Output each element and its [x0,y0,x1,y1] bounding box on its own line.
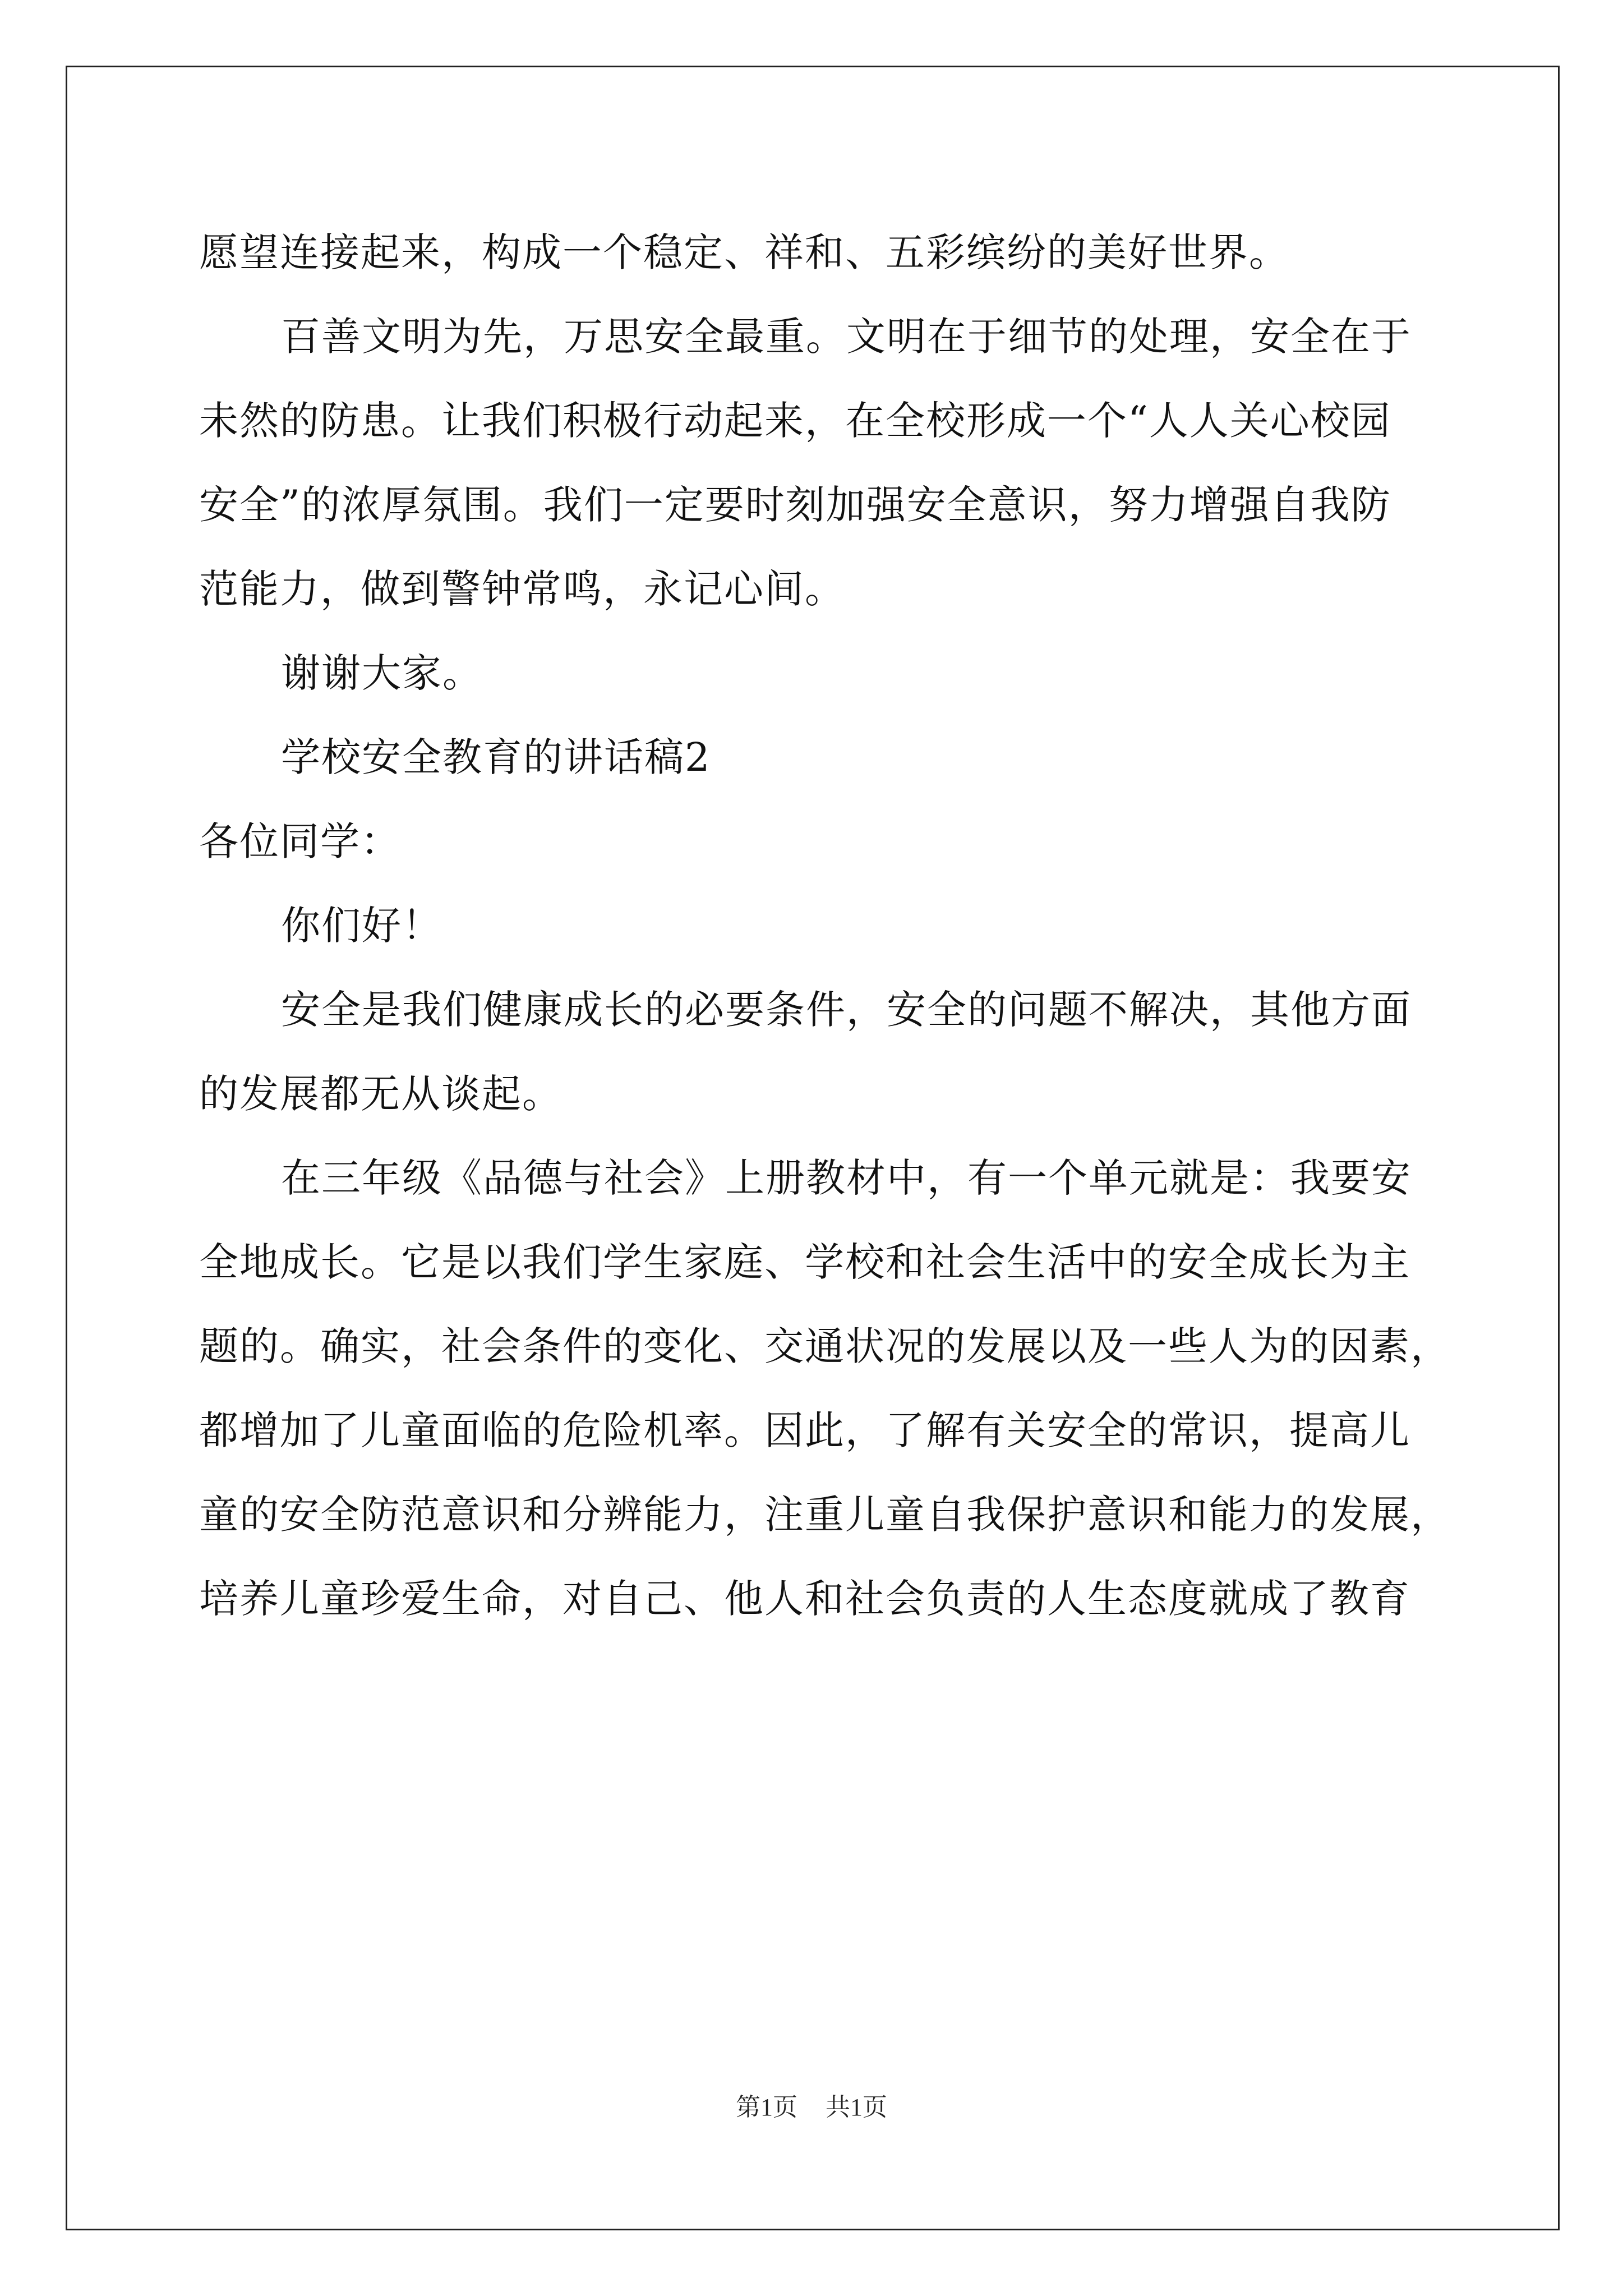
text-line: 题的。确实，社会条件的变化、交通状况的发展以及一些人为的因素， [199,1323,1451,1369]
text-line: 安全是我们健康成长的必要条件，安全的问题不解决，其他方面 [281,987,1412,1033]
text-line: 在三年级《品德与社会》上册教材中，有一个单元就是：我要安 [281,1155,1412,1201]
text-line: 百善文明为先，万思安全最重。文明在于细节的处理，安全在于 [281,314,1412,360]
section-heading: 学校安全教育的讲话稿2 [281,734,711,780]
salutation: 各位同学： [199,818,401,864]
page-number: 第1页 [736,2093,797,2121]
text-line: 愿望连接起来，构成一个稳定、祥和、五彩缤纷的美好世界。 [199,229,1289,275]
text-line: 的发展都无从谈起。 [199,1071,562,1117]
text-line: 都增加了儿童面临的危险机率。因此，了解有关安全的常识，提高儿 [199,1407,1410,1453]
page-footer [0,2087,1623,2123]
text-line: 未然的防患。让我们积极行动起来，在全校形成一个“人人关心校园 [199,398,1391,444]
page-total: 共1页 [826,2093,887,2121]
text-line: 培养儿童珍爱生命，对自己、他人和社会负责的人生态度就成了教育 [199,1576,1410,1622]
document-body [199,210,1451,1641]
greeting: 你们好！ [281,903,442,949]
text-line: 范能力，做到警钟常鸣，永记心间。 [199,566,845,612]
text-line: 全地成长。它是以我们学生家庭、学校和社会生活中的安全成长为主 [199,1239,1410,1285]
text-line: 童的安全防范意识和分辨能力，注重儿童自我保护意识和能力的发展， [199,1492,1451,1538]
text-line: 谢谢大家。 [281,650,483,696]
text-line: 安全”的浓厚氛围。我们一定要时刻加强安全意识，努力增强自我防 [199,482,1391,528]
